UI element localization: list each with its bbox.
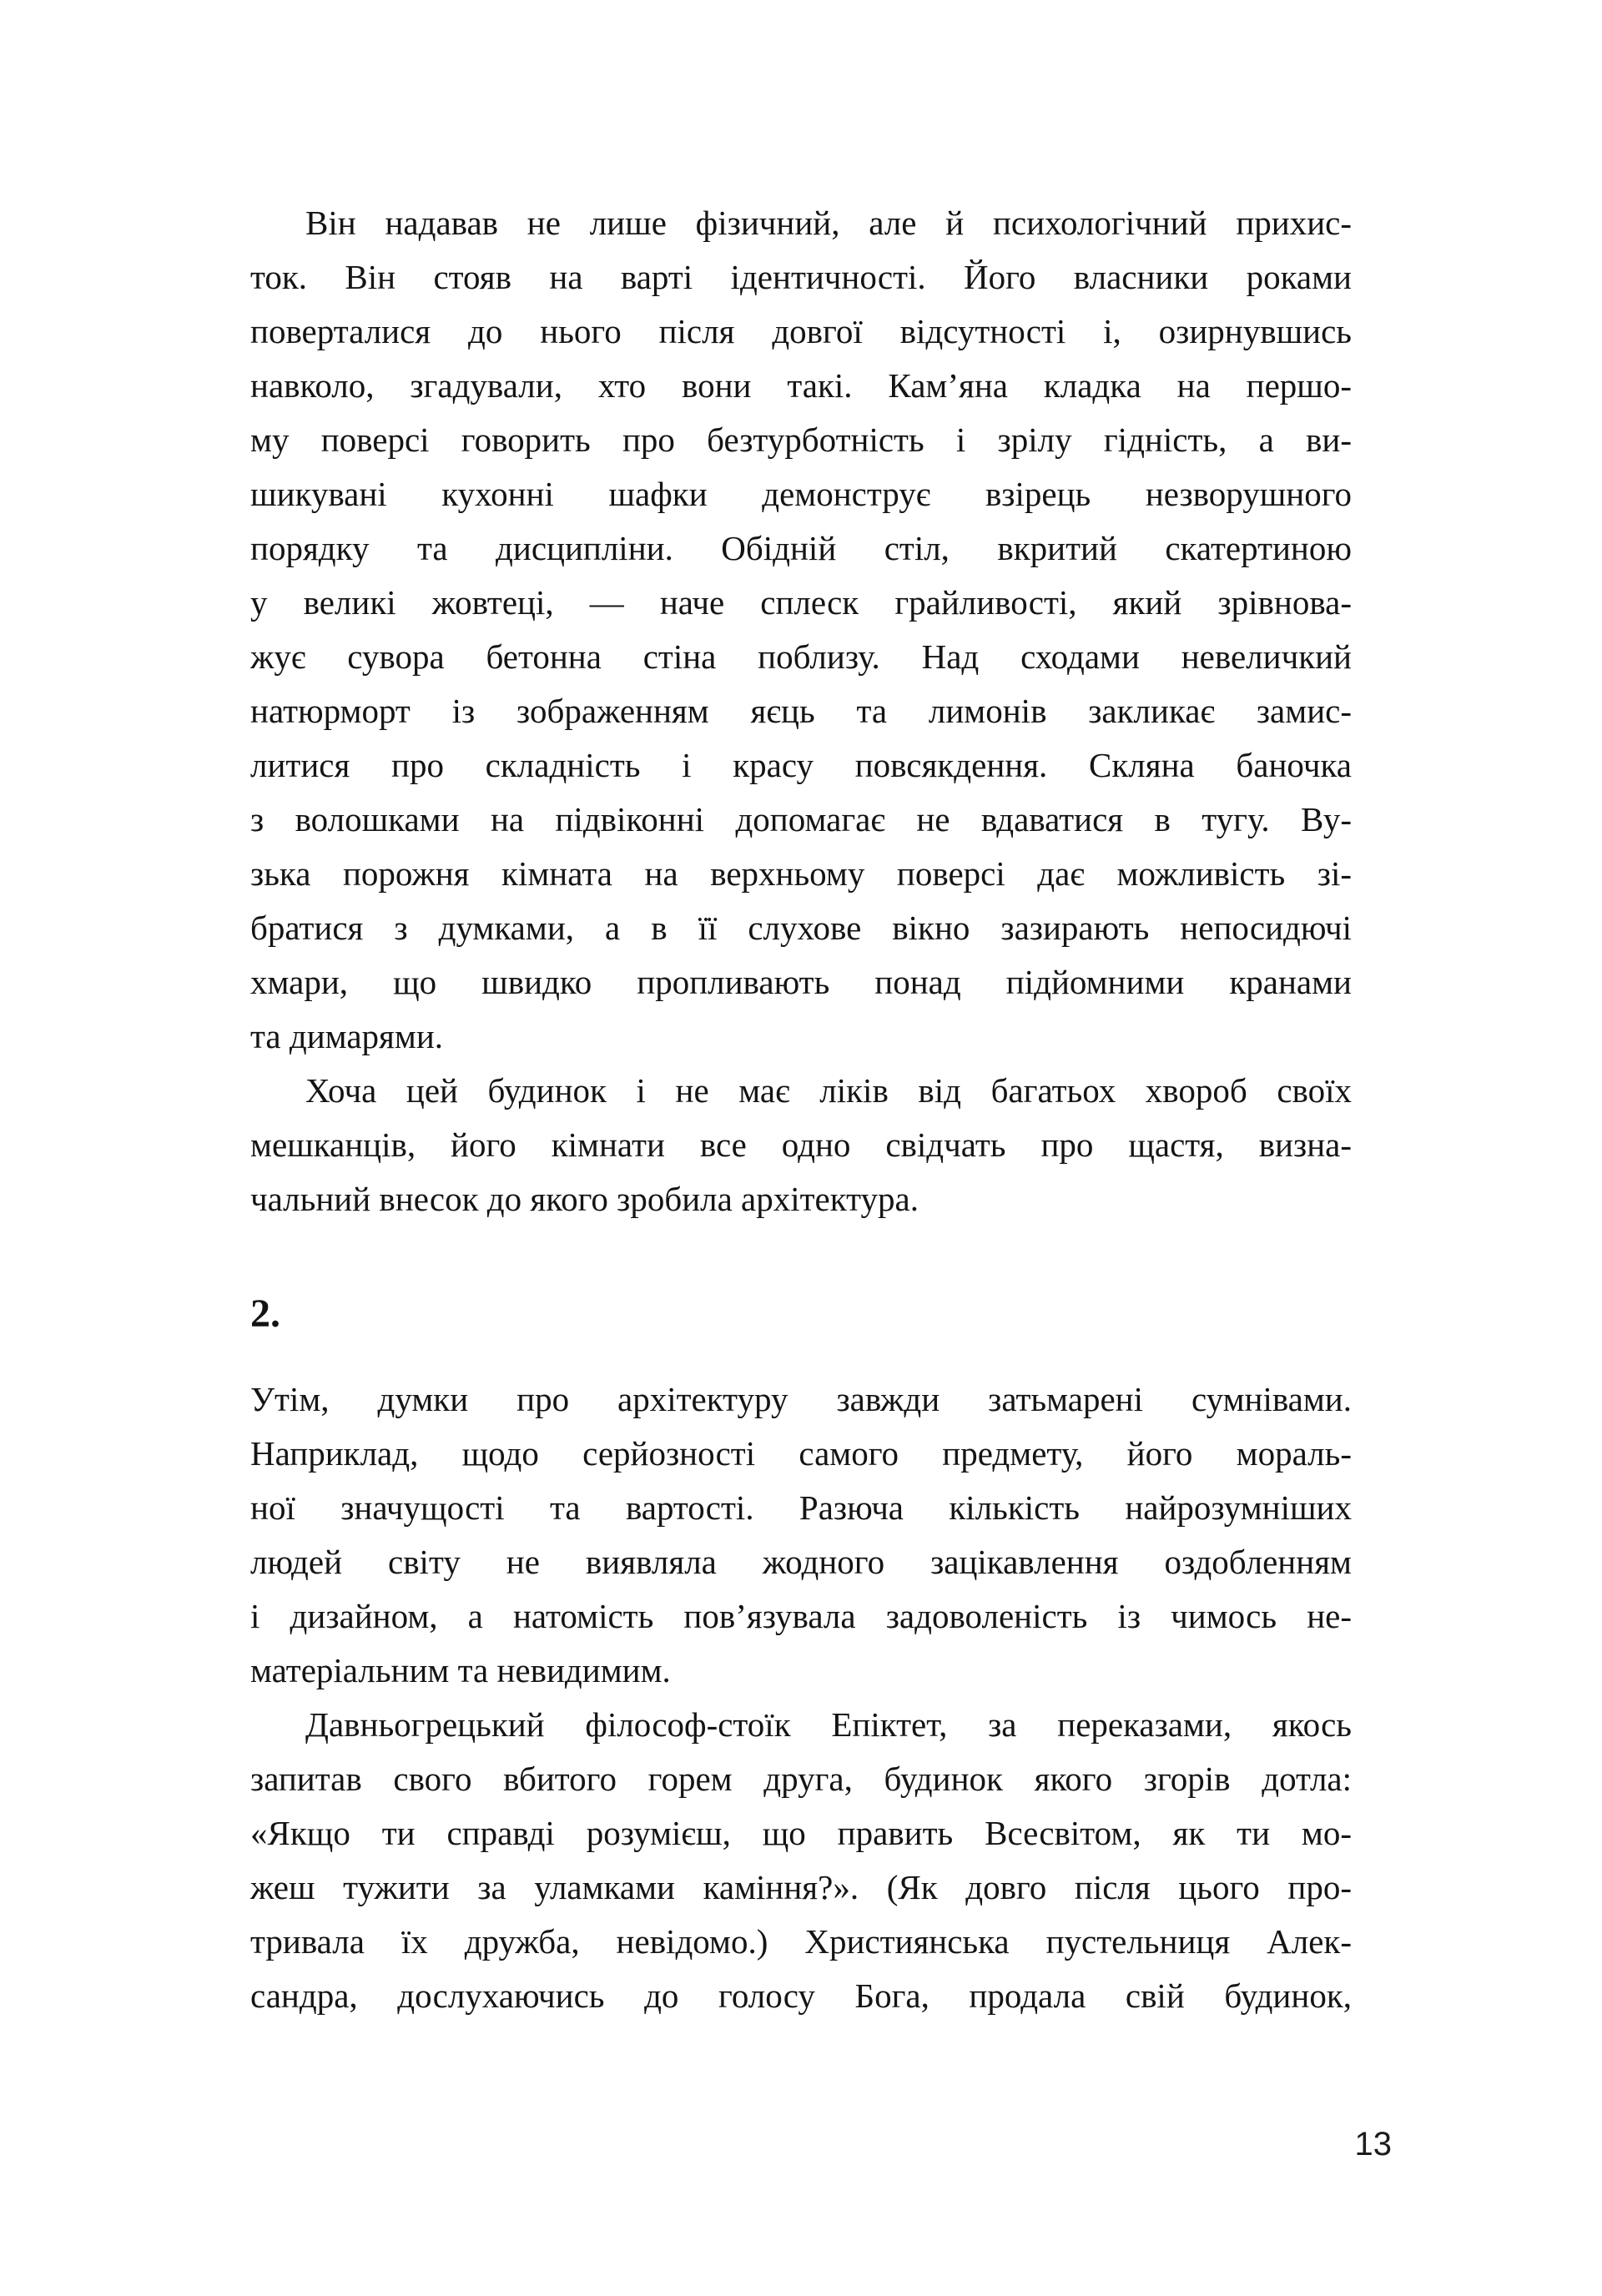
text-line: Він надавав не лише фізичний, але й психологічний прихис- bbox=[305, 204, 1352, 242]
text-line: порядку та дисципліни. Обідній стіл, вкритий скатертиною bbox=[250, 529, 1352, 567]
text-line: жує сувора бетонна стіна поблизу. Над сходами невеличкий bbox=[250, 637, 1352, 676]
text-line: чальний внесок до якого зробила архітектура. bbox=[250, 1180, 919, 1218]
text-line: хмари, що швидко пропливають понад підйомними кранами bbox=[250, 963, 1352, 1001]
paragraph bbox=[250, 1064, 1352, 1226]
text-line: жеш тужити за уламками каміння?». (Як довго після цього про- bbox=[250, 1868, 1352, 1906]
text-line: з волошками на підвіконні допомагає не вдаватися в тугу. Ву- bbox=[250, 800, 1352, 838]
text-line: Давньогрецький філософ-стоїк Епіктет, за переказами, якось bbox=[305, 1705, 1352, 1744]
text-line: навколо, згадували, хто вони такі. Кам’яна кладка на першо- bbox=[250, 366, 1352, 405]
text-line: литися про складність і красу повсякдення. Скляна баночка bbox=[250, 746, 1352, 784]
text-line: зька порожня кімната на верхньому поверсі дає можливість зі- bbox=[250, 854, 1352, 893]
text-line: у великі жовтеці, — наче сплеск грайливості, який зрівнова- bbox=[250, 583, 1352, 622]
paragraph bbox=[250, 1698, 1352, 2023]
text-line: матеріальним та невидимим. bbox=[250, 1651, 671, 1689]
text-line: сандра, дослухаючись до голосу Бога, продала свій будинок, bbox=[250, 1976, 1352, 2015]
text-line: запитав свого вбитого горем друга, будинок якого згорів дотла: bbox=[250, 1760, 1352, 1798]
text-line: ток. Він стояв на варті ідентичності. Його власники роками bbox=[250, 258, 1352, 296]
text-line: Утім, думки про архітектуру завжди затьмарені сумнівами. bbox=[250, 1380, 1352, 1418]
page-number: 13 bbox=[1354, 2126, 1392, 2163]
text-line: натюрморт із зображенням яєць та лимонів закликає замис- bbox=[250, 692, 1352, 730]
paragraph bbox=[250, 1372, 1352, 1698]
text-line: му поверсі говорить про безтурботність і зрілу гідність, а ви- bbox=[250, 420, 1352, 459]
text-line: Хоча цей будинок і не має ліків від багатьох хвороб своїх bbox=[305, 1071, 1352, 1110]
text-line: поверталися до нього після довгої відсутності і, озирнувшись bbox=[250, 312, 1352, 350]
text-line: «Якщо ти справді розумієш, що править Всесвітом, як ти мо- bbox=[250, 1814, 1352, 1852]
text-line: людей світу не виявляла жодного зацікавлення оздобленням bbox=[250, 1543, 1352, 1581]
text-line: тривала їх дружба, невідомо.) Християнська пустельниця Алек- bbox=[250, 1922, 1352, 1961]
text-line: братися з думками, а в її слухове вікно зазирають непосидючі bbox=[250, 909, 1352, 947]
text-line: і дизайном, а натомість пов’язувала задоволеність із чимось не- bbox=[250, 1597, 1352, 1635]
section-heading: 2. bbox=[250, 1292, 280, 1336]
text-block bbox=[250, 196, 1352, 2023]
text-line: ної значущості та вартості. Разюча кількість найрозумніших bbox=[250, 1488, 1352, 1527]
text-line: Наприклад, щодо серйозності самого предмету, його мораль- bbox=[250, 1434, 1352, 1473]
text-line: мешканців, його кімнати все одно свідчать про щастя, визна- bbox=[250, 1125, 1352, 1164]
text-line: шикувані кухонні шафки демонструє взірець незворушного bbox=[250, 475, 1352, 513]
text-line: та димарями. bbox=[250, 1017, 444, 1055]
paragraph bbox=[250, 196, 1352, 1064]
